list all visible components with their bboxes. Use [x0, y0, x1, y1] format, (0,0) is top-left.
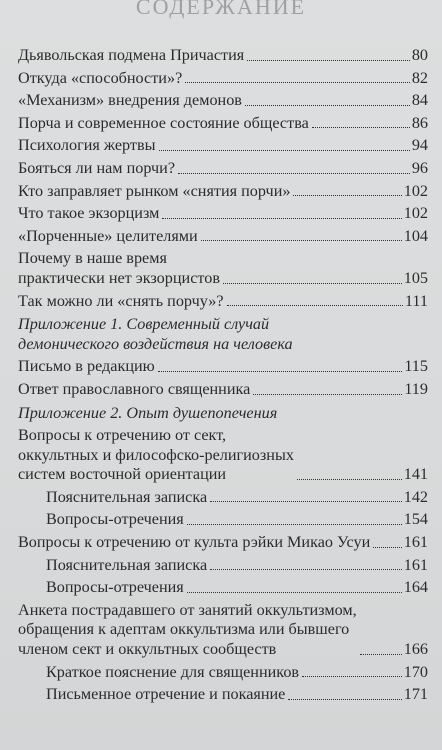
toc-entry-page: 171	[403, 685, 428, 704]
toc-entry-title: Так можно ли «снять порчу»?	[18, 291, 224, 310]
toc-entry	[18, 533, 428, 553]
toc-entry	[18, 159, 428, 179]
toc-block-appendix-1	[18, 357, 428, 399]
appendix-2-title: Приложение 2. Опыт душепопечения	[18, 403, 278, 422]
toc-entry-page: 141	[403, 465, 428, 484]
toc-entry-page: 96	[411, 158, 428, 177]
toc-entry-title: Анкета пострадавшего от занятий оккультизмом, обращения к адептам оккультизма или бывшего членом сект и оккультных сообществ	[18, 600, 357, 659]
toc-entry	[18, 510, 428, 530]
toc-entry	[18, 136, 428, 156]
toc-entry-page: 104	[403, 226, 428, 245]
toc-entry-page: 86	[411, 113, 428, 132]
toc-entry-title: Пояснительная записка	[46, 487, 208, 506]
toc-entry	[18, 578, 428, 598]
table-of-contents	[18, 46, 428, 708]
toc-entry-page: 84	[411, 91, 428, 110]
toc-entry	[18, 204, 428, 224]
toc-entry-title: Пояснительная записка	[46, 555, 208, 574]
toc-block-main	[18, 46, 428, 311]
toc-entry-title: Откуда «способности»?	[18, 68, 183, 87]
dot-leader	[360, 654, 402, 655]
dot-leader	[288, 699, 401, 700]
dot-leader	[245, 105, 410, 106]
dot-leader	[253, 394, 402, 395]
toc-entry-title: Порча и современное состояние общества	[18, 113, 309, 132]
dot-leader	[158, 371, 403, 372]
toc-entry-page: 164	[403, 578, 428, 597]
dot-leader	[293, 195, 401, 196]
toc-entry-page: 94	[411, 136, 428, 155]
toc-entry-title: Бояться ли нам порчи?	[18, 158, 176, 177]
toc-entry	[18, 91, 428, 111]
toc-entry-title: Кто заправляет рынком «снятия порчи»	[18, 181, 291, 200]
toc-entry-page: 166	[403, 640, 428, 659]
toc-entry-title: Психология жертвы	[18, 136, 156, 155]
toc-entry	[18, 380, 428, 400]
toc-entry-title: Краткое пояснение для священников	[46, 662, 300, 681]
dot-leader	[210, 569, 402, 570]
toc-entry-page: 161	[403, 533, 428, 552]
dot-leader	[312, 127, 410, 128]
dot-leader	[201, 240, 402, 241]
toc-entry-page: 119	[404, 379, 428, 398]
toc-entry-page: 102	[403, 181, 428, 200]
dot-leader	[373, 547, 401, 548]
page-header: СОДЕРЖАНИЕ	[135, 0, 307, 19]
dot-leader	[162, 218, 401, 219]
toc-entry-page: 154	[403, 510, 428, 529]
toc-entry	[18, 556, 428, 576]
toc-entry-title: Письменное отречение и покаяние	[46, 685, 286, 704]
toc-block-appendix-2	[18, 426, 428, 705]
toc-entry	[18, 357, 428, 377]
toc-entry	[18, 46, 428, 66]
toc-entry-page: 105	[403, 268, 428, 287]
toc-entry-title: Почему в наше время практически нет экзорцистов	[18, 249, 220, 287]
toc-entry-title: Что такое экзорцизм	[18, 204, 160, 223]
toc-entry-title: Вопросы-отречения	[46, 510, 184, 529]
toc-entry-title: Вопросы к отречению от сект, оккультных и философско-религиозных систем восточной ориентации	[18, 426, 294, 484]
toc-entry	[18, 292, 428, 312]
toc-entry-page: 170	[403, 662, 428, 681]
toc-entry-title: Вопросы к отречению от культа рэйки Микао Усуи	[18, 533, 371, 552]
dot-leader	[159, 150, 410, 151]
toc-entry-page: 115	[404, 357, 428, 376]
dot-leader	[223, 283, 402, 284]
toc-entry	[18, 249, 428, 288]
toc-entry-title: «Механизм» внедрения демонов	[18, 91, 242, 110]
toc-entry-title: Вопросы-отречения	[46, 578, 184, 597]
toc-entry-page: 80	[411, 46, 428, 64]
toc-entry-page: 82	[411, 68, 428, 87]
appendix-1-title: Приложение 1. Современный случай демонического воздействия на человека	[18, 315, 293, 353]
toc-entry-page: 161	[403, 555, 428, 574]
toc-entry	[18, 182, 428, 202]
toc-entry	[18, 685, 428, 705]
dot-leader	[187, 592, 402, 593]
toc-entry	[18, 601, 428, 660]
toc-entry-title: Ответ православного священника	[18, 379, 251, 398]
dot-leader	[302, 676, 402, 677]
dot-leader	[178, 173, 410, 174]
dot-leader	[210, 501, 402, 502]
toc-entry-title: Дьявольская подмена Причастия	[18, 46, 245, 64]
toc-entry-page: 111	[404, 291, 428, 310]
toc-entry	[18, 227, 428, 247]
dot-leader	[187, 524, 402, 525]
toc-entry-title: «Порченные» целителями	[18, 226, 198, 245]
toc-entry	[18, 426, 428, 485]
toc-entry-page: 142	[403, 487, 428, 506]
dot-leader	[227, 305, 403, 306]
dot-leader	[297, 479, 402, 480]
toc-entry	[18, 69, 428, 89]
dot-leader	[247, 60, 410, 61]
toc-entry-page: 102	[403, 204, 428, 223]
toc-entry	[18, 114, 428, 134]
toc-entry-title: Письмо в редакцию	[18, 357, 155, 376]
toc-entry	[18, 663, 428, 683]
toc-entry	[18, 488, 428, 508]
dot-leader	[185, 82, 410, 83]
